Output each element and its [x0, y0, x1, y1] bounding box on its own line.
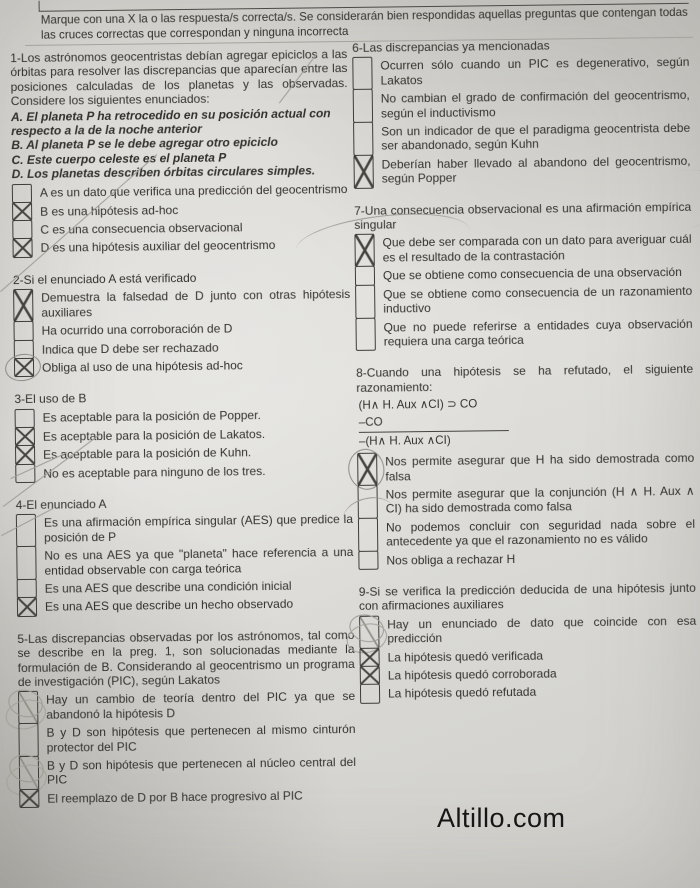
answer-checkbox[interactable]: [15, 445, 35, 465]
answer-checkbox[interactable]: [360, 666, 380, 686]
answer-checkbox[interactable]: [18, 691, 38, 724]
formula-premise-1: (H∧ H. Aux ∧CI) ⊃ CO: [358, 397, 478, 413]
answer-label: La hipótesis quedó corroborada: [387, 666, 557, 683]
answer-label: Demuestra la falsedad de D junto con otras hipótesis auxiliares: [41, 287, 351, 320]
answer-label: Indica que D debe ser rechazado: [41, 340, 219, 357]
answer-option: [19, 753, 356, 790]
answer-label: Es una AES que describe una condición inicial: [44, 578, 292, 596]
answer-label: Ha ocurrido una corroboración de D: [41, 321, 233, 338]
answer-checkbox[interactable]: [353, 122, 373, 156]
answer-label: El reemplazo de D por B hace progresivo al PIC: [47, 788, 303, 806]
answer-label: Son un indicador de que el paradigma geocentrista debe ser abandonado, según Kuhn: [381, 120, 691, 154]
answer-label: B y D son hipótesis que pertenecen al mismo cinturón protector del PIC: [46, 722, 356, 755]
logic-formula: [358, 393, 694, 450]
answer-label: Que debe ser comparada con un dato para averiguar cuál es el resultado de la contrastación: [382, 232, 692, 265]
right-column: [352, 37, 697, 719]
answer-checkbox[interactable]: [353, 155, 373, 189]
answer-label: No es una AES ya que "planeta" hace referencia a una entidad observable con carga teórica: [44, 545, 354, 578]
question-stem: 4-El enunciado A: [15, 496, 107, 513]
answer-checkbox[interactable]: [353, 89, 373, 123]
answer-checkbox[interactable]: [19, 789, 39, 809]
question-6: [352, 37, 691, 189]
answer-checkbox[interactable]: [19, 756, 39, 790]
answer-option: [358, 482, 695, 519]
instructions-text: Marque con una X la o las respuesta/s correcta/s. Se considerarán bien respondidas aquellas preguntas que contengan todas las cruces correctas que correspondan y ninguna incorrecta: [40, 5, 688, 42]
answer-label: Obliga al uso de una hipótesis ad-hoc: [41, 358, 243, 375]
statement-b: B. Al planeta P se le debe agregar otro epiciclo: [11, 135, 278, 153]
answer-label: Hay un cambio de teoría dentro del PIC ya que se abandonó la hipótesis D: [46, 689, 356, 722]
question-2: [13, 269, 351, 378]
answer-checkbox[interactable]: [17, 579, 37, 599]
answer-option: [358, 547, 695, 570]
answer-option: [352, 53, 689, 90]
answer-label: Ocurren sólo cuando un PIC es degenerativo, según Lakatos: [380, 55, 690, 88]
answer-option: [360, 681, 697, 704]
answer-label: C es una consecuencia observacional: [40, 220, 243, 237]
question-stem: 5-Las discrepancias observadas por los astrónomos, tal como se describe en la preg. 1, son solucionadas mediante la formulación de B. Considerando al geocentrismo un programa de investigación (PIC), según Lakatos: [17, 627, 355, 690]
question-4: [16, 494, 354, 617]
answer-label: Que se obtiene como consecuencia de un razonamiento inductivo: [383, 283, 693, 316]
formula-premise-2: –CO: [359, 412, 509, 433]
answer-option: [353, 119, 690, 156]
question-9: [359, 581, 697, 704]
answer-label: Que no puede referirse a entidades cuya observación requiera una carga teórica: [383, 316, 693, 349]
formula-conclusion: –(H∧ H. Aux ∧CI): [358, 433, 451, 449]
question-5: [17, 628, 356, 809]
question-3: [14, 388, 352, 483]
answer-checkbox[interactable]: [15, 409, 35, 428]
answer-option: [16, 510, 353, 547]
answer-checkbox[interactable]: [355, 284, 375, 318]
answer-label: Es aceptable para la posición de Lakatos.: [42, 426, 266, 444]
answer-checkbox[interactable]: [12, 184, 32, 203]
answer-option: [353, 86, 690, 123]
question-stem: 9-Si se verifica la predicción deducida de una hipótesis junto con afirmaciones auxiliares: [358, 580, 696, 614]
question-stem: 8-Cuando una hipótesis se ha refutado, el siguiente razonamiento:: [356, 362, 694, 395]
watermark-altillo: Altillo.com: [437, 803, 566, 833]
answer-checkbox[interactable]: [358, 550, 378, 570]
answer-label: Es una AES que describe un hecho observado: [44, 597, 294, 615]
answer-option: [15, 461, 352, 484]
answer-checkbox[interactable]: [16, 546, 36, 580]
answer-option: [13, 285, 350, 322]
answer-option: [18, 720, 355, 757]
answer-checkbox[interactable]: [15, 427, 35, 447]
answer-checkbox[interactable]: [18, 723, 38, 757]
answer-label: No podemos concluir con seguridad nada sobre el antecedente ya que el razonamiento no es válido: [385, 516, 696, 549]
question-8: [356, 362, 695, 570]
divider-line: [39, 1, 40, 12]
answer-label: No es aceptable para ninguno de los tres.: [43, 463, 266, 481]
answer-checkbox[interactable]: [14, 358, 34, 378]
question-stem: 1-Los astrónomos geocentristas debían agregar epiciclos a las órbitas para resolver las discrepancias que aparecían entre las posiciones calculadas de los planetas y las observadas. Considere los siguientes enunciados:: [10, 47, 348, 109]
left-column: [10, 47, 356, 823]
answer-label: La hipótesis quedó verificada: [387, 648, 544, 665]
answer-label: B y D son hipótesis que pertenecen al núcleo central del PIC: [46, 754, 356, 788]
question-stem: 3-El uso de B: [14, 391, 87, 407]
answer-checkbox[interactable]: [355, 266, 375, 286]
answer-checkbox[interactable]: [13, 321, 33, 341]
answer-checkbox[interactable]: [357, 453, 377, 486]
answer-checkbox[interactable]: [12, 220, 32, 240]
answer-label: Que se obtiene como consecuencia de una observación: [382, 265, 682, 283]
answer-label: Hay un enunciado de dato que coincide con esa predicción: [387, 613, 697, 646]
answer-option: [14, 355, 351, 378]
answer-label: Es una afirmación empírica singular (AES) que predice la posición de P: [43, 512, 354, 545]
answer-checkbox[interactable]: [359, 647, 379, 667]
answer-label: Es aceptable para la posición de Kuhn.: [43, 445, 252, 462]
statement-c: C. Este cuerpo celeste es el planeta P: [11, 150, 227, 167]
statement-d: D. Los planetas describen órbitas circulares simples.: [11, 163, 316, 182]
answer-option: [18, 687, 355, 724]
question-stem: 6-Las discrepancias ya mencionadas: [352, 38, 550, 55]
answer-checkbox[interactable]: [17, 597, 37, 617]
answer-checkbox[interactable]: [12, 202, 32, 222]
answer-label: Es aceptable para la posición de Popper.: [42, 407, 261, 425]
answer-option: [359, 612, 696, 649]
answer-checkbox[interactable]: [12, 238, 32, 258]
answer-label: B es una hipótesis ad-hoc: [40, 202, 179, 219]
answer-checkbox[interactable]: [355, 317, 375, 351]
answer-checkbox[interactable]: [360, 684, 380, 704]
question-stem: 7-Una consecuencia observacional es una afirmación empírica singular: [354, 199, 692, 232]
answer-option: [358, 515, 695, 552]
answer-label: Nos obliga a rechazar H: [386, 551, 516, 568]
answer-label: Deberían haber llevado al abandono del geocentrismo, según Popper: [381, 153, 691, 186]
answer-option: [355, 314, 692, 351]
question-1: [10, 47, 350, 258]
answer-checkbox[interactable]: [359, 615, 379, 648]
answer-label: Nos permite asegurar que la conjunción (H ∧ H. Aux ∧ CI) ha sido demostrada como falsa: [385, 483, 695, 516]
answer-label: Nos permite asegurar que H ha sido demostrada como falsa: [385, 450, 695, 484]
answer-option: [19, 786, 356, 809]
answer-option: [17, 594, 354, 617]
statement-a: A. El planeta P ha retrocedido en su posición actual con respecto a la de la noche anterior: [10, 105, 331, 139]
question-stem: 2-Si el enunciado A está verificado: [12, 270, 197, 287]
answer-option: [357, 449, 694, 486]
answer-label: No cambian el grado de confirmación del geocentrismo, según el inductivismo: [380, 88, 690, 121]
answer-checkbox[interactable]: [13, 289, 33, 322]
answer-option: [355, 281, 692, 318]
answer-label: D es una hipótesis auxiliar del geocentrismo: [40, 238, 276, 256]
statement-list: [11, 106, 349, 182]
answer-label: La hipótesis quedó refutada: [387, 685, 537, 701]
answer-checkbox[interactable]: [352, 57, 372, 90]
answer-option: [16, 543, 353, 580]
answer-label: A es un dato que verifica una predicción del geocentrismo: [39, 181, 348, 200]
